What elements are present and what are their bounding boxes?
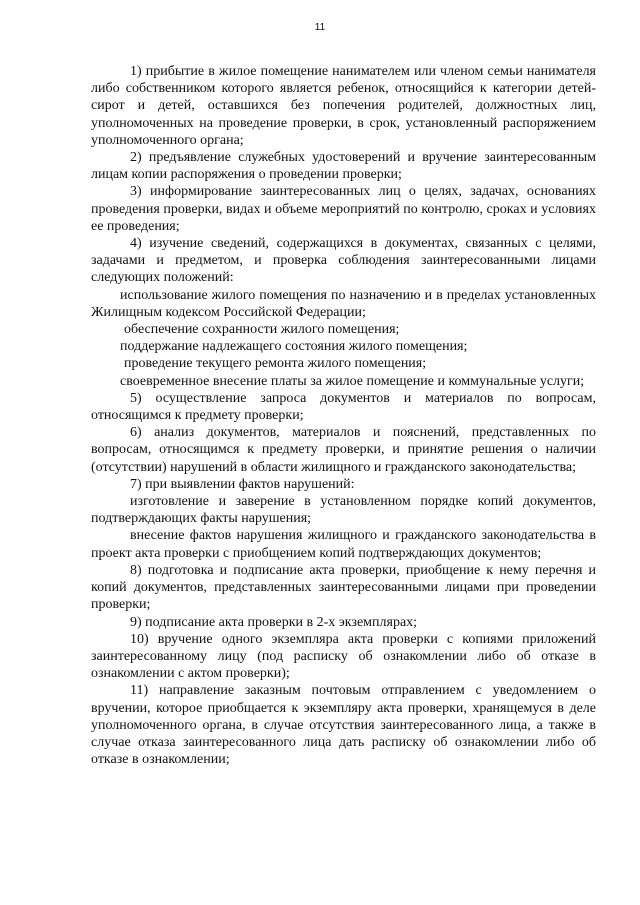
- paragraph-subitem-repair: проведение текущего ремонта жилого помещения;: [124, 356, 427, 372]
- paragraph-item-10: 10) вручение одного экземпляра акта проверки с копиями приложений заинтересованному лицу (под расписку об ознакомлении либо об отказе в ознакомлении с актом проверки);: [91, 631, 596, 682]
- paragraph-subitem-record: внесение фактов нарушения жилищного и гражданского законодательства в проект акта проверки с приобщением копий подтверждающих документов;: [91, 528, 596, 561]
- paragraph-item-9: 9) подписание акта проверки в 2-х экземплярах;: [130, 614, 418, 630]
- paragraph-item-8: 8) подготовка и подписание акта проверки, приобщение к нему перечня и копий документов, представленных заинтересованными лицами при проведении проверки;: [91, 562, 596, 613]
- paragraph-item-11: 11) направление заказным почтовым отправлением с уведомлением о вручении, которое приобщается к экземпляру акта проверки, хранящемуся в деле уполномоченного органа, в случае отсутствия заинтересованного лица, а также в случае отказа заинтересованного лица дать расписку об ознакомлении либо об отказе в ознакомлении;: [91, 683, 596, 768]
- paragraph-subitem-payment: своевременное внесение платы за жилое помещение и коммунальные услуги;: [120, 373, 585, 389]
- paragraph-subitem-copies: изготовление и заверение в установленном порядке копий документов, подтверждающих факты нарушения;: [91, 494, 596, 527]
- paragraph-item-7: 7) при выявлении фактов нарушений:: [130, 476, 355, 492]
- paragraph-subitem-condition: поддержание надлежащего состояния жилого помещения;: [120, 339, 468, 355]
- paragraph-subitem-use: использование жилого помещения по назначению и в пределах установленных Жилищным кодексом Российской Федерации;: [91, 287, 596, 320]
- paragraph-item-6: 6) анализ документов, материалов и пояснений, представленных по вопросам, относящимся к предмету проверки, и принятие решения о наличии (отсутствии) нарушений в области жилищного и гражданского законодательства;: [91, 425, 596, 475]
- document-body: [91, 63, 596, 768]
- paragraph-item-1: 1) прибытие в жилое помещение нанимателем или членом семьи нанимателя либо собственником которого является ребенок, относящийся к категории детей-сирот и детей, оставшихся без попечения родителей, должностных лиц, уполномоченных на проведение проверки, в срок, установленный распоряжением уполномоченного органа;: [91, 64, 596, 148]
- paragraph-subitem-safety: обеспечение сохранности жилого помещения;: [124, 322, 400, 338]
- page-number: 11: [314, 22, 326, 33]
- paragraph-item-5: 5) осуществление запроса документов и материалов по вопросам, относящимся к предмету проверки;: [91, 390, 596, 424]
- paragraph-item-4: 4) изучение сведений, содержащихся в документах, связанных с целями, задачами и предметом, и проверка соблюдения заинтересованными лицами следующих положений:: [91, 236, 596, 286]
- paragraph-item-3: 3) информирование заинтересованных лиц о целях, задачах, основаниях проведения проверки, видах и объеме мероприятий по контролю, сроках и условиях ее проведения;: [91, 184, 596, 234]
- paragraph-item-2: 2) предъявление служебных удостоверений и вручение заинтересованным лицам копии распоряжения о проведении проверки;: [91, 150, 596, 183]
